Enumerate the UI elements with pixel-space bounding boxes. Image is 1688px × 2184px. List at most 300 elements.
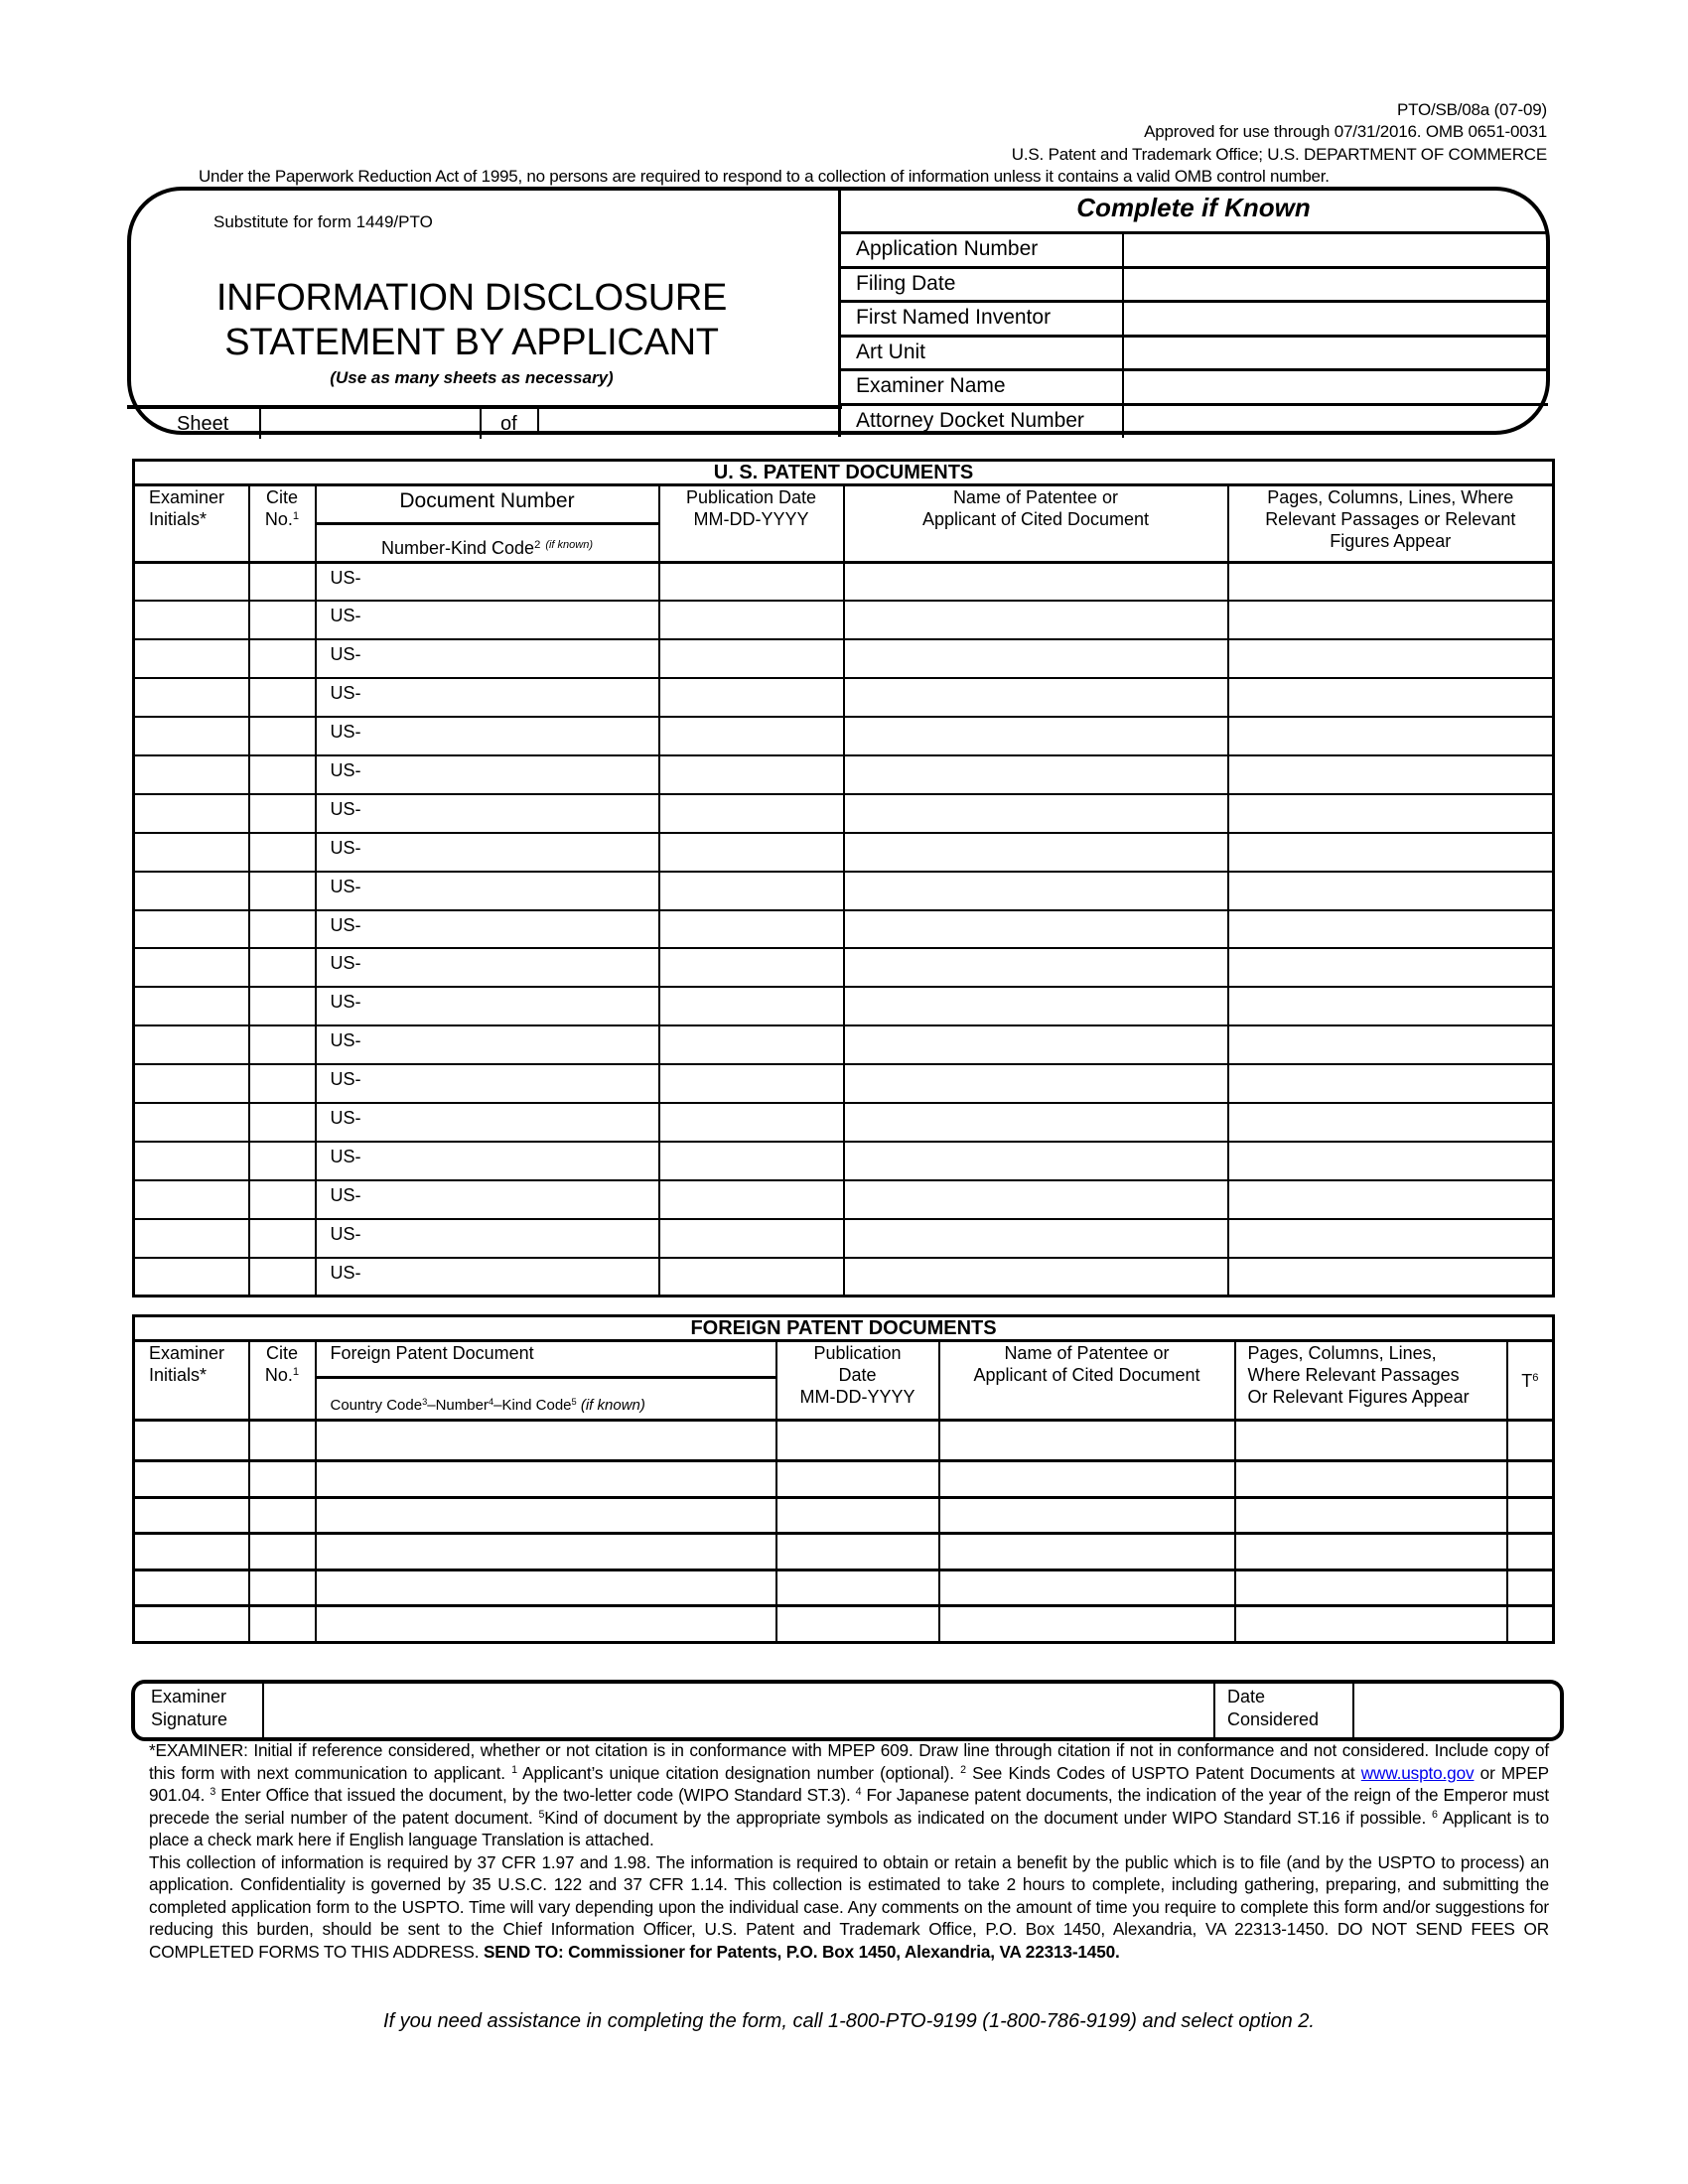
header-text: Examiner	[149, 1343, 225, 1363]
header-text: Figures Appear	[1330, 531, 1452, 551]
translation-checkbox[interactable]	[1507, 1421, 1554, 1461]
examiner-initials-cell[interactable]	[134, 1570, 249, 1606]
examiner-initials-cell[interactable]	[134, 1461, 249, 1498]
cite-no-cell[interactable]	[249, 1219, 316, 1258]
header-text: MM-DD-YYYY	[799, 1387, 915, 1407]
footnote-paragraph-2	[149, 1851, 1549, 1964]
examiner-initials-cell[interactable]	[134, 1497, 249, 1534]
date-considered-label	[1227, 1686, 1319, 1731]
label-text: Examiner	[151, 1687, 227, 1706]
known-row-application-number	[840, 231, 1548, 266]
footnote-ref: 4	[855, 1786, 862, 1799]
header-text: Country Code	[330, 1397, 423, 1414]
examiner-signature-field[interactable]	[265, 1684, 1213, 1737]
publication-date-cell[interactable]	[659, 833, 844, 872]
cite-no-cell[interactable]	[249, 1025, 316, 1064]
footnote-text: or MPEP 901.04.	[149, 1762, 1549, 1805]
patentee-cell[interactable]	[844, 948, 1228, 987]
document-number-cell[interactable]: US-	[316, 1142, 659, 1180]
sheet-row	[127, 405, 842, 435]
table-row	[134, 1421, 1554, 1461]
complete-if-known-title: Complete if Known	[1076, 193, 1311, 222]
header-text: Name of Patentee or	[1004, 1343, 1170, 1363]
known-row-art-unit	[840, 335, 1548, 369]
table-row	[134, 948, 1554, 987]
publication-date-cell[interactable]	[659, 1103, 844, 1142]
table-row	[134, 794, 1554, 833]
examiner-initials-cell[interactable]	[134, 1258, 249, 1297]
cite-no-cell[interactable]	[249, 948, 316, 987]
patentee-cell[interactable]	[844, 833, 1228, 872]
publication-date-cell[interactable]	[659, 794, 844, 833]
table-row	[134, 717, 1554, 755]
publication-date-cell[interactable]	[659, 1219, 844, 1258]
document-number-cell[interactable]: US-	[316, 1180, 659, 1219]
cite-no-cell[interactable]	[249, 987, 316, 1025]
header-text: No.	[264, 509, 293, 529]
pages-cell[interactable]	[1228, 794, 1554, 833]
assistance-line: If you need assistance in completing the form, call 1-800-PTO-9199 (1-800-786-9199) and select option 2.	[383, 2010, 1315, 2032]
header-text: Publication Date	[685, 487, 817, 507]
pages-cell[interactable]	[1228, 1180, 1554, 1219]
publication-date-cell[interactable]	[659, 1064, 844, 1103]
publication-date-cell[interactable]	[776, 1534, 939, 1570]
pages-cell[interactable]	[1228, 833, 1554, 872]
header-text: –Kind Code	[493, 1397, 572, 1414]
patentee-cell[interactable]	[844, 601, 1228, 639]
patentee-cell[interactable]	[844, 1142, 1228, 1180]
header-text: Applicant of Cited Document	[973, 1365, 1200, 1385]
header-text: Number-Kind Code	[381, 538, 535, 558]
first-named-inventor-field[interactable]	[1128, 303, 1548, 335]
pages-cell[interactable]	[1228, 717, 1554, 755]
publication-date-cell[interactable]	[659, 1180, 844, 1219]
known-row-attorney-docket-number	[840, 403, 1548, 438]
publication-date-cell[interactable]	[659, 1025, 844, 1064]
divider	[1122, 371, 1124, 403]
pages-cell[interactable]	[1228, 601, 1554, 639]
publication-date-cell[interactable]	[776, 1461, 939, 1498]
header-text: Initials*	[149, 509, 208, 529]
publication-date-cell[interactable]	[659, 678, 844, 717]
cite-no-cell[interactable]	[249, 755, 316, 794]
footnote-ref: 2	[534, 538, 541, 551]
col-header-examiner-initials	[134, 485, 249, 563]
patentee-cell[interactable]	[844, 1025, 1228, 1064]
footnote-ref: 3	[210, 1786, 216, 1799]
table-row	[134, 1497, 1554, 1534]
foreign-patent-documents-table	[132, 1314, 1555, 1644]
header-text: Date	[838, 1365, 877, 1385]
document-number-cell[interactable]: US-	[316, 910, 659, 949]
header-text: Relevant Passages or Relevant	[1265, 509, 1516, 529]
header-text: T	[1521, 1370, 1533, 1391]
table-row	[134, 1570, 1554, 1606]
publication-date-cell[interactable]	[659, 563, 844, 602]
cite-no-cell[interactable]	[249, 601, 316, 639]
col-header-patentee	[939, 1341, 1235, 1421]
col-header-publication-date	[659, 485, 844, 563]
translation-checkbox[interactable]	[1507, 1570, 1554, 1606]
header-note: (if known)	[545, 538, 593, 551]
examiner-initials-cell[interactable]	[134, 1064, 249, 1103]
footnote-text: Kind of document by the appropriate symbols as indicated on the document under WIPO Standard ST.16 if possible.	[544, 1807, 1432, 1828]
pages-cell[interactable]	[1235, 1534, 1507, 1570]
patentee-cell[interactable]	[844, 794, 1228, 833]
header-text: Publication	[813, 1343, 902, 1363]
examiner-initials-cell[interactable]	[134, 1534, 249, 1570]
footnote-ref: 5	[571, 1396, 577, 1407]
known-label: Art Unit	[856, 340, 926, 363]
publication-date-cell[interactable]	[659, 755, 844, 794]
translation-checkbox[interactable]	[1507, 1461, 1554, 1498]
table-row	[134, 1103, 1554, 1142]
examiner-initials-cell[interactable]	[134, 948, 249, 987]
publication-date-cell[interactable]	[659, 1142, 844, 1180]
pages-cell[interactable]	[1235, 1421, 1507, 1461]
label-text: Signature	[151, 1709, 228, 1729]
publication-date-cell[interactable]	[659, 872, 844, 910]
sheet-total-field[interactable]	[537, 409, 837, 435]
translation-checkbox[interactable]	[1507, 1497, 1554, 1534]
pages-cell[interactable]	[1228, 948, 1554, 987]
pages-cell[interactable]	[1228, 1142, 1554, 1180]
examiner-signature-label	[151, 1686, 227, 1731]
footnote-text: For Japanese patent documents, the indication of the year of the reign of the Emperor must precede the serial number of the patent document.	[149, 1785, 1549, 1828]
publication-date-cell[interactable]	[776, 1497, 939, 1534]
document-number-cell[interactable]: US-	[316, 1103, 659, 1142]
table-row	[134, 1064, 1554, 1103]
cite-no-cell[interactable]	[249, 1534, 316, 1570]
publication-date-cell[interactable]	[776, 1570, 939, 1606]
publication-date-cell[interactable]	[659, 948, 844, 987]
document-number-cell[interactable]: US-	[316, 678, 659, 717]
cite-no-cell[interactable]	[249, 1258, 316, 1297]
cite-no-cell[interactable]	[249, 833, 316, 872]
cite-no-cell[interactable]	[249, 678, 316, 717]
divider	[1122, 303, 1124, 335]
patentee-cell[interactable]	[939, 1497, 1235, 1534]
table-row	[134, 1534, 1554, 1570]
foreign-document-cell[interactable]	[316, 1461, 776, 1498]
table-row	[134, 601, 1554, 639]
us-patent-documents-table	[132, 459, 1555, 1297]
col-header-pages	[1228, 485, 1554, 563]
pages-cell[interactable]	[1228, 1025, 1554, 1064]
header-text: MM-DD-YYYY	[693, 509, 809, 529]
divider	[1122, 269, 1124, 301]
examiner-name-field[interactable]	[1128, 371, 1548, 403]
examiner-initials-cell[interactable]	[134, 794, 249, 833]
header-text: Cite	[265, 1343, 298, 1363]
table-row	[134, 1219, 1554, 1258]
examiner-initials-cell[interactable]	[134, 1606, 249, 1643]
publication-date-cell[interactable]	[659, 910, 844, 949]
footnote-ref: 1	[292, 509, 300, 522]
examiner-initials-cell[interactable]	[134, 833, 249, 872]
cite-no-cell[interactable]	[249, 1103, 316, 1142]
examiner-initials-cell[interactable]	[134, 563, 249, 602]
divider	[1122, 234, 1124, 266]
cite-no-cell[interactable]	[249, 639, 316, 678]
page-title	[174, 276, 770, 365]
document-number-cell[interactable]: US-	[316, 1219, 659, 1258]
foreign-document-cell[interactable]	[316, 1606, 776, 1643]
footnote-ref: 6	[1431, 1808, 1438, 1821]
foreign-section-title: FOREIGN PATENT DOCUMENTS	[134, 1316, 1554, 1341]
pages-cell[interactable]	[1228, 1219, 1554, 1258]
patentee-cell[interactable]	[844, 755, 1228, 794]
document-number-cell[interactable]: US-	[316, 948, 659, 987]
cite-no-cell[interactable]	[249, 1606, 316, 1643]
publication-date-cell[interactable]	[659, 639, 844, 678]
examiner-initials-cell[interactable]	[134, 1103, 249, 1142]
header-text: Pages, Columns, Lines,	[1247, 1343, 1437, 1363]
footnote-ref: 1	[292, 1365, 300, 1378]
footnote-text: See Kinds Codes of USPTO Patent Documents at	[965, 1762, 1361, 1783]
pages-cell[interactable]	[1228, 872, 1554, 910]
header-text: Pages, Columns, Lines, Where	[1267, 487, 1514, 507]
patentee-cell[interactable]	[844, 1064, 1228, 1103]
table-row	[134, 639, 1554, 678]
examiner-initials-cell[interactable]	[134, 910, 249, 949]
examiner-signature-box	[131, 1680, 1564, 1741]
known-label: Application Number	[856, 237, 1039, 260]
table-row	[134, 872, 1554, 910]
pages-cell[interactable]	[1235, 1461, 1507, 1498]
pages-cell[interactable]	[1228, 910, 1554, 949]
patentee-cell[interactable]	[844, 1180, 1228, 1219]
publication-date-cell[interactable]	[659, 717, 844, 755]
header-text: Initials*	[149, 1365, 208, 1385]
art-unit-field[interactable]	[1128, 338, 1548, 369]
publication-date-cell[interactable]	[659, 987, 844, 1025]
divider	[1213, 1684, 1215, 1737]
patentee-cell[interactable]	[939, 1421, 1235, 1461]
document-number-cell[interactable]: US-	[316, 601, 659, 639]
col-header-translation	[1507, 1341, 1554, 1421]
cite-no-cell[interactable]	[249, 1064, 316, 1103]
table-row	[134, 1258, 1554, 1297]
us-section-title: U. S. PATENT DOCUMENTS	[134, 461, 1554, 485]
publication-date-cell[interactable]	[659, 1258, 844, 1297]
application-number-field[interactable]	[1128, 234, 1548, 266]
col-header-cite-no	[249, 1341, 316, 1421]
header-text: Examiner	[149, 487, 225, 507]
known-label: Attorney Docket Number	[856, 408, 1084, 432]
table-row	[134, 1606, 1554, 1643]
patentee-cell[interactable]	[844, 910, 1228, 949]
patentee-cell[interactable]	[844, 1219, 1228, 1258]
sheet-label: Sheet	[177, 413, 229, 435]
document-number-cell[interactable]: US-	[316, 1025, 659, 1064]
cite-no-cell[interactable]	[249, 1142, 316, 1180]
us-rows	[134, 563, 1554, 1297]
cite-no-cell[interactable]	[249, 563, 316, 602]
substitute-label: Substitute for form 1449/PTO	[213, 212, 433, 231]
form-id: PTO/SB/08a (07-09)	[1396, 100, 1547, 119]
table-row	[134, 987, 1554, 1025]
title-line-1: INFORMATION DISCLOSURE	[215, 277, 728, 319]
examiner-initials-cell[interactable]	[134, 678, 249, 717]
foreign-document-cell[interactable]	[316, 1421, 776, 1461]
examiner-initials-cell[interactable]	[134, 639, 249, 678]
header-text: –Number	[427, 1397, 489, 1414]
document-number-cell[interactable]: US-	[316, 755, 659, 794]
publication-date-cell[interactable]	[776, 1606, 939, 1643]
label-text: Date	[1227, 1687, 1266, 1706]
table-row	[134, 833, 1554, 872]
patentee-cell[interactable]	[939, 1570, 1235, 1606]
footnote-text: Applicant’s unique citation designation number (optional).	[516, 1762, 961, 1783]
sheet-number-field[interactable]	[262, 409, 479, 435]
translation-checkbox[interactable]	[1507, 1534, 1554, 1570]
pages-cell[interactable]	[1235, 1570, 1507, 1606]
known-label: First Named Inventor	[856, 306, 1052, 330]
known-label: Examiner Name	[856, 374, 1006, 398]
divider	[262, 1684, 264, 1737]
table-row	[134, 1025, 1554, 1064]
patentee-cell[interactable]	[844, 678, 1228, 717]
header-text: Name of Patentee or	[952, 487, 1119, 507]
pages-cell[interactable]	[1228, 987, 1554, 1025]
cite-no-cell[interactable]	[249, 1461, 316, 1498]
col-header-examiner-initials	[134, 1341, 249, 1421]
pages-cell[interactable]	[1235, 1497, 1507, 1534]
table-row	[134, 1142, 1554, 1180]
document-number-cell[interactable]: US-	[316, 639, 659, 678]
footnote-ref: 1	[511, 1763, 517, 1776]
col-header-country-code	[316, 1378, 776, 1421]
table-row	[134, 563, 1554, 602]
paperwork-notice: Under the Paperwork Reduction Act of 1995, no persons are required to respond to a collection of information unless it contains a valid OMB control number.	[199, 167, 1330, 186]
cite-no-cell[interactable]	[249, 1570, 316, 1606]
patentee-cell[interactable]	[844, 563, 1228, 602]
known-row-first-named-inventor	[840, 300, 1548, 335]
translation-checkbox[interactable]	[1507, 1606, 1554, 1643]
pages-cell[interactable]	[1228, 1103, 1554, 1142]
table-row	[134, 910, 1554, 949]
footnote-paragraph-1	[149, 1739, 1549, 1851]
cite-no-cell[interactable]	[249, 910, 316, 949]
title-subtitle: (Use as many sheets as necessary)	[330, 368, 614, 387]
footnote-text: *EXAMINER: Initial if reference considered, whether or not citation is in conformance with MPEP 609. Draw line through citation if not in conformance and not considered. Include copy of this form with next communication to applicant.	[149, 1740, 1549, 1783]
document-number-cell[interactable]: US-	[316, 1258, 659, 1297]
document-number-cell[interactable]: US-	[316, 987, 659, 1025]
patentee-cell[interactable]	[939, 1461, 1235, 1498]
pages-cell[interactable]	[1228, 678, 1554, 717]
attorney-docket-number-field[interactable]	[1128, 406, 1548, 438]
divider	[480, 409, 482, 439]
examiner-initials-cell[interactable]	[134, 1421, 249, 1461]
divider	[1352, 1684, 1354, 1737]
footnote-text: Applicant is to place a check mark here if English language Translation is attached.	[149, 1807, 1549, 1849]
document-number-cell[interactable]: US-	[316, 563, 659, 602]
patentee-cell[interactable]	[844, 1258, 1228, 1297]
cite-no-cell[interactable]	[249, 872, 316, 910]
examiner-initials-cell[interactable]	[134, 1180, 249, 1219]
known-row-examiner-name	[840, 368, 1548, 403]
pages-cell[interactable]	[1228, 1258, 1554, 1297]
cite-no-cell[interactable]	[249, 1497, 316, 1534]
complete-if-known-table	[840, 231, 1548, 438]
footnote-ref: 6	[1532, 1371, 1539, 1384]
date-considered-field[interactable]	[1355, 1684, 1554, 1737]
pages-cell[interactable]	[1228, 563, 1554, 602]
footnotes	[149, 1739, 1549, 1963]
col-header-kind-code	[316, 524, 659, 563]
pages-cell[interactable]	[1228, 639, 1554, 678]
divider	[1122, 338, 1124, 369]
publication-date-cell[interactable]	[776, 1421, 939, 1461]
agency-text: U.S. Patent and Trademark Office; U.S. DEPARTMENT OF COMMERCE	[1011, 145, 1547, 164]
document-number-cell[interactable]: US-	[316, 717, 659, 755]
examiner-initials-cell[interactable]	[134, 1219, 249, 1258]
table-row	[134, 1461, 1554, 1498]
divider	[259, 409, 261, 439]
col-header-document-number: Document Number	[316, 485, 659, 524]
foreign-document-cell[interactable]	[316, 1497, 776, 1534]
col-header-publication-date	[776, 1341, 939, 1421]
examiner-initials-cell[interactable]	[134, 987, 249, 1025]
patentee-cell[interactable]	[844, 987, 1228, 1025]
header-text: Cite	[265, 487, 298, 507]
header-text: Or Relevant Figures Appear	[1247, 1387, 1470, 1407]
table-row	[134, 1180, 1554, 1219]
approval-text: Approved for use through 07/31/2016. OMB 0651-0031	[1144, 122, 1547, 141]
patentee-cell[interactable]	[844, 1103, 1228, 1142]
examiner-initials-cell[interactable]	[134, 601, 249, 639]
col-header-pages	[1235, 1341, 1507, 1421]
examiner-initials-cell[interactable]	[134, 717, 249, 755]
cite-no-cell[interactable]	[249, 1421, 316, 1461]
cite-no-cell[interactable]	[249, 717, 316, 755]
examiner-initials-cell[interactable]	[134, 1025, 249, 1064]
patentee-cell[interactable]	[844, 639, 1228, 678]
document-number-cell[interactable]: US-	[316, 794, 659, 833]
header-text: No.	[264, 1365, 293, 1385]
known-label: Filing Date	[856, 271, 956, 295]
uspto-link[interactable]: www.uspto.gov	[1360, 1762, 1475, 1783]
cite-no-cell[interactable]	[249, 794, 316, 833]
examiner-initials-cell[interactable]	[134, 1142, 249, 1180]
pages-cell[interactable]	[1228, 1064, 1554, 1103]
foreign-document-cell[interactable]	[316, 1570, 776, 1606]
patentee-cell[interactable]	[939, 1606, 1235, 1643]
table-row	[134, 755, 1554, 794]
examiner-initials-cell[interactable]	[134, 755, 249, 794]
col-header-patentee	[844, 485, 1228, 563]
filing-date-field[interactable]	[1128, 269, 1548, 301]
publication-date-cell[interactable]	[659, 601, 844, 639]
document-number-cell[interactable]: US-	[316, 833, 659, 872]
title-line-2: STATEMENT BY APPLICANT	[224, 322, 719, 363]
patentee-cell[interactable]	[844, 717, 1228, 755]
footnote-ref: 4	[488, 1396, 494, 1407]
cite-no-cell[interactable]	[249, 1180, 316, 1219]
foreign-document-cell[interactable]	[316, 1534, 776, 1570]
patentee-cell[interactable]	[844, 872, 1228, 910]
foreign-rows	[134, 1421, 1554, 1643]
document-number-cell[interactable]: US-	[316, 1064, 659, 1103]
pages-cell[interactable]	[1228, 755, 1554, 794]
patentee-cell[interactable]	[939, 1534, 1235, 1570]
send-to-address: SEND TO: Commissioner for Patents, P.O. Box 1450, Alexandria, VA 22313-1450.	[483, 1941, 1120, 1962]
pages-cell[interactable]	[1235, 1606, 1507, 1643]
footnote-ref: 3	[422, 1396, 428, 1407]
examiner-initials-cell[interactable]	[134, 872, 249, 910]
document-number-cell[interactable]: US-	[316, 872, 659, 910]
